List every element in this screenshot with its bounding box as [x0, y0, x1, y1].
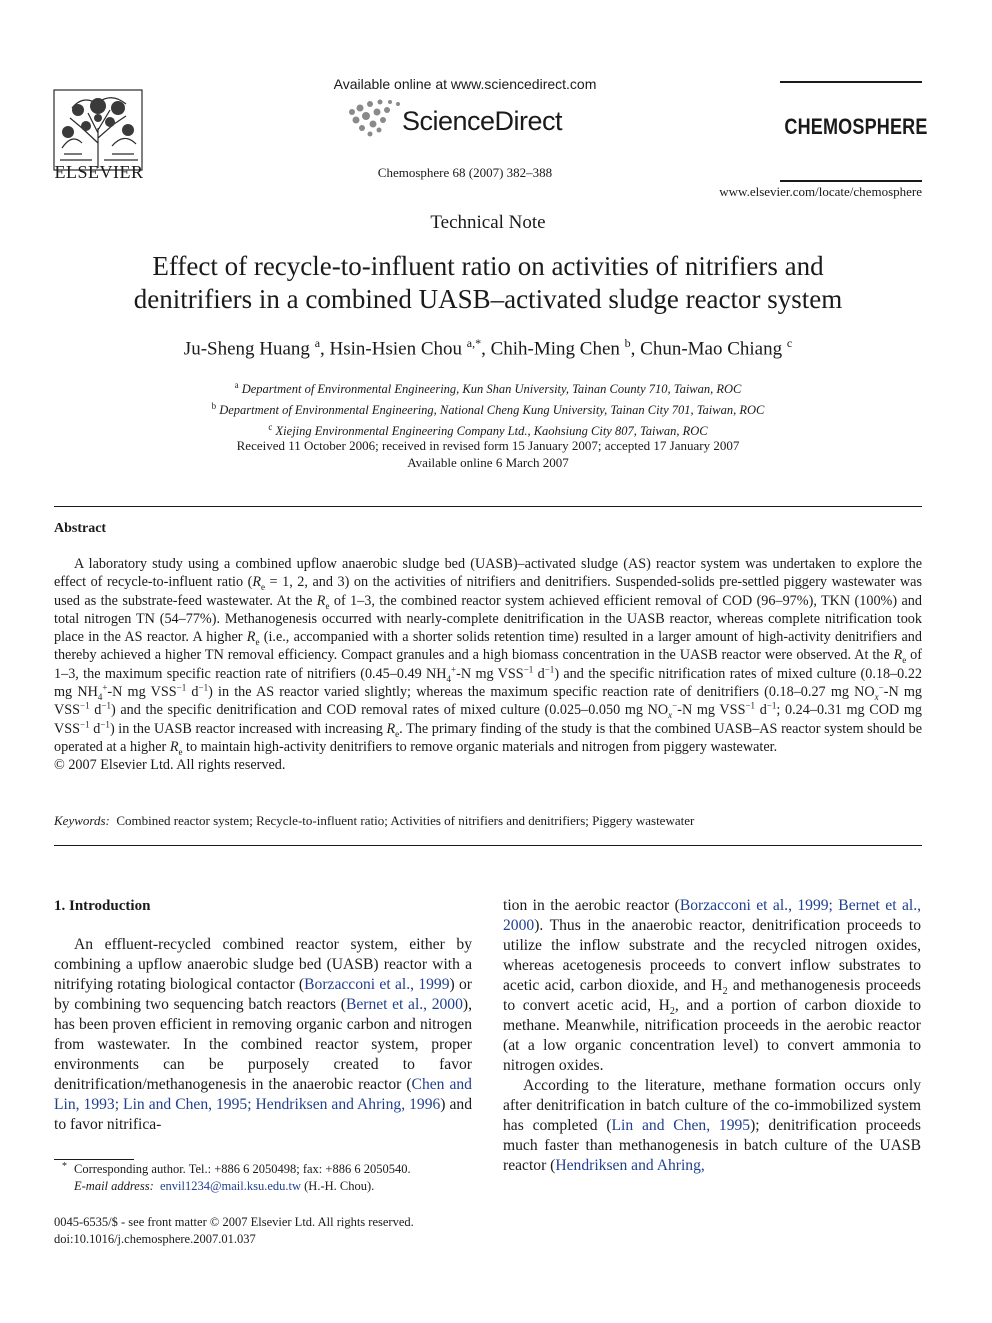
citation-link: Borzacconi et al., 1999 — [304, 976, 450, 993]
received-dates: Received 11 October 2006; received in revised form 15 January 2007; accepted 17 January 2007 — [236, 438, 740, 453]
footnote-mark: * — [62, 1161, 67, 1172]
section-type: Technical Note — [430, 212, 546, 233]
affiliation: $^c$ Xiejing Environmental Engineering Company Ltd., Kaohsiung City 807, Taiwan, ROC — [268, 422, 708, 439]
publisher-name: ELSEVIER — [54, 162, 144, 182]
abstract-rule-top — [54, 506, 922, 507]
title-line-2: denitrifiers in a combined UASB–activated sludge reactor system — [133, 284, 843, 314]
abstract-rule-bottom — [54, 845, 922, 846]
front-matter — [54, 1214, 472, 1248]
title-line-1: Effect of recycle-to-influent ratio on activities of nitrifiers and — [152, 251, 824, 281]
citation-link: Lin and Chen, 1995 — [611, 1117, 751, 1134]
available-online-text: Available online at www.sciencedirect.com — [333, 76, 597, 92]
keywords-text: Combined reactor system; Recycle-to-influent ratio; Activities of nitrifiers and denitrifiers; Piggery wastewater — [116, 813, 695, 828]
journal-rule-top — [780, 81, 922, 83]
body-paragraph: tion in the aerobic reactor (Borzacconi et al., 1999; Bernet et al., 2000). Thus in the anaerobic reactor, denitrification proceeds to utilize the inflow substrate and the recycled nitrogen oxides, whereas acetogenesis proceeds to convert inflow substrates to acetic acid, carbon dioxide, and $H_2$ and methanogenesis proceeds to convert acetic acid, $H_2$, and a portion of carbon dioxide to methane. Meanwhile, nitrification proceeds in the aerobic reactor (at a low organic concentration level) to convert ammonia to nitrogen oxides. — [503, 897, 921, 1074]
abstract-heading: Abstract — [54, 521, 107, 536]
available-online-date: Available online 6 March 2007 — [407, 455, 569, 470]
body-paragraph: An effluent-recycled combined reactor system, either by combining a upflow anaerobic sludge bed (UASB) reactor with a nitrifying rotating biological contactor (Borzacconi et al., 1999) or by combining two sequencing batch reactors (Bernet et al., 2000), has been proven efficient in removing organic carbon and nitrogen from wastewater. In the combined reactor system, proper environments can be purposely created to favor denitrification/methanogenesis in the anaerobic reactor (Chen and Lin, 1993; Lin and Chen, 1995; Hendriksen and Ahring, 1996) and to favor nitrifica- — [54, 936, 472, 1133]
author-name: Ju-Sheng Huang — [183, 338, 310, 360]
journal-citation: Chemosphere 68 (2007) 382–388 — [377, 165, 553, 180]
abstract-body: A laboratory study using a combined upflow anaerobic sludge bed (UASB)–activated sludge (AS) reactor system was undertaken to explore the effect of recycle-to-influent ratio ($R_e = 1$, 2, and 3) on the activities of nitrifiers and denitrifiers. Suspended-solids pre-settled piggery wastewater was used as the substrate-feed wastewater. At the $R_e$ of 1–3, the combined reactor system achieved efficient removal of COD (96–97%), TKN (100%) and total nitrogen TN (54–77%). Methanogenesis occurred with nearly-complete denitrification in the UASB reactor, whereas complete nitrification took place in the AS reactor. A higher $R_e$ (i.e., accompanied with a shorter solids retention time) resulted in a larger amount of high-activity denitrifiers and thereby achieved a higher TN removal efficiency. Compact granules and a high biomass concentration in the UASB reactor were observed. At the $R_e$ of 1–3, the maximum specific reaction rate of nitrifiers (0.45–0.49 $NH_4^+-N$ mg $VSS^{-1}$ $d^{-1}$) and the specific nitrification rates of mixed culture (0.18–0.22 mg $NH_4^+-N$ mg $VSS^{-1}$ $d^{-1}$) in the AS reactor varied slightly; whereas the maximum specific reaction rate of denitrifiers (0.18–0.27 mg $NO_x^--N$ mg $VSS^{-1}$ $d^{-1}$) and the specific denitrification and COD removal rates of mixed culture (0.025–0.050 mg $NO_x^--N$ mg $VSS^{-1}$ $d^{-1}$; 0.24–0.31 mg COD mg $VSS^{-1}$ $d^{-1}$) in the UASB reactor increased with increasing $R_e$. The primary finding of the study is that the combined UASB–AS reactor system should be operated at a higher $R_e$ to maintain high-activity denitrifiers to remove organic materials and nitrogen from piggery wastewater. © 2007 Elsevier Ltd. All rights reserved. — [54, 556, 923, 774]
citation-link: Borzacconi et al., 1999; Bernet et al., 2000 — [503, 897, 921, 934]
article-dates — [60, 437, 916, 471]
citation-link: Hendriksen and Ahring, — [555, 1157, 705, 1174]
section-heading: 1. Introduction — [54, 898, 151, 914]
body-paragraph: According to the literature, methane formation occurs only after denitrification in batch culture of the co-immobilized system has completed (Lin and Chen, 1995); denitrification proceeds much faster than methanogenesis in batch culture of the UASB reactor (Hendriksen and Ahring, — [503, 1077, 921, 1174]
body-column-left — [54, 896, 472, 1135]
doi: doi:10.1016/j.chemosphere.2007.01.037 — [54, 1232, 256, 1246]
author-name: Chih-Ming Chen — [490, 338, 620, 360]
body-column-right — [503, 896, 921, 1176]
author-affiliation-mark: a — [314, 336, 321, 350]
journal-rule-bottom — [780, 180, 922, 182]
author-affiliation-mark: a,* — [466, 336, 482, 350]
email-link[interactable]: envil1234@mail.ksu.edu.tw — [160, 1179, 302, 1193]
email-label: E-mail address: — [74, 1179, 154, 1193]
keywords-label: Keywords: — [54, 813, 110, 828]
email-line: E-mail address: envil1234@mail.ksu.edu.tw (H.-H. Chou). — [74, 1179, 375, 1193]
footnote — [54, 1161, 472, 1195]
journal-url-link[interactable]: www.elsevier.com/locate/chemosphere — [719, 184, 922, 199]
author-name: Chun-Mao Chiang — [640, 338, 783, 360]
author-name: Hsin-Hsien Chou — [329, 338, 462, 360]
article-title — [70, 250, 906, 316]
affiliation-list — [60, 377, 916, 440]
corresponding-author: Corresponding author. Tel.: +886 6 2050498; fax: +886 6 2050540. — [74, 1162, 411, 1176]
keywords — [54, 813, 922, 829]
sciencedirect-wordmark: ScienceDirect — [402, 106, 563, 136]
citation-link: Chen and Lin, 1993; Lin and Chen, 1995; Hendriksen and Ahring, 1996 — [54, 1076, 472, 1113]
author-list: Ju-Sheng Huang $^a$, Hsin-Hsien Chou $^{a,*}$, Chih-Ming Chen $^b$, Chun-Mao Chiang $^c$ — [183, 336, 793, 360]
affiliation: $^a$ Department of Environmental Engineering, Kun Shan University, Tainan County 710, Taiwan, ROC — [234, 380, 742, 397]
author-affiliation-mark: c — [786, 336, 793, 350]
author-affiliation-mark: b — [624, 336, 631, 350]
affiliation: $^b$ Department of Environmental Engineering, National Cheng Kung University, Tainan City 701, Taiwan, ROC — [211, 401, 765, 418]
citation-link: Bernet et al., 2000 — [345, 996, 463, 1013]
issn-line: 0045-6535/$ - see front matter © 2007 Elsevier Ltd. All rights reserved. — [54, 1215, 414, 1229]
journal-name: CHEMOSPHERE — [784, 114, 928, 139]
